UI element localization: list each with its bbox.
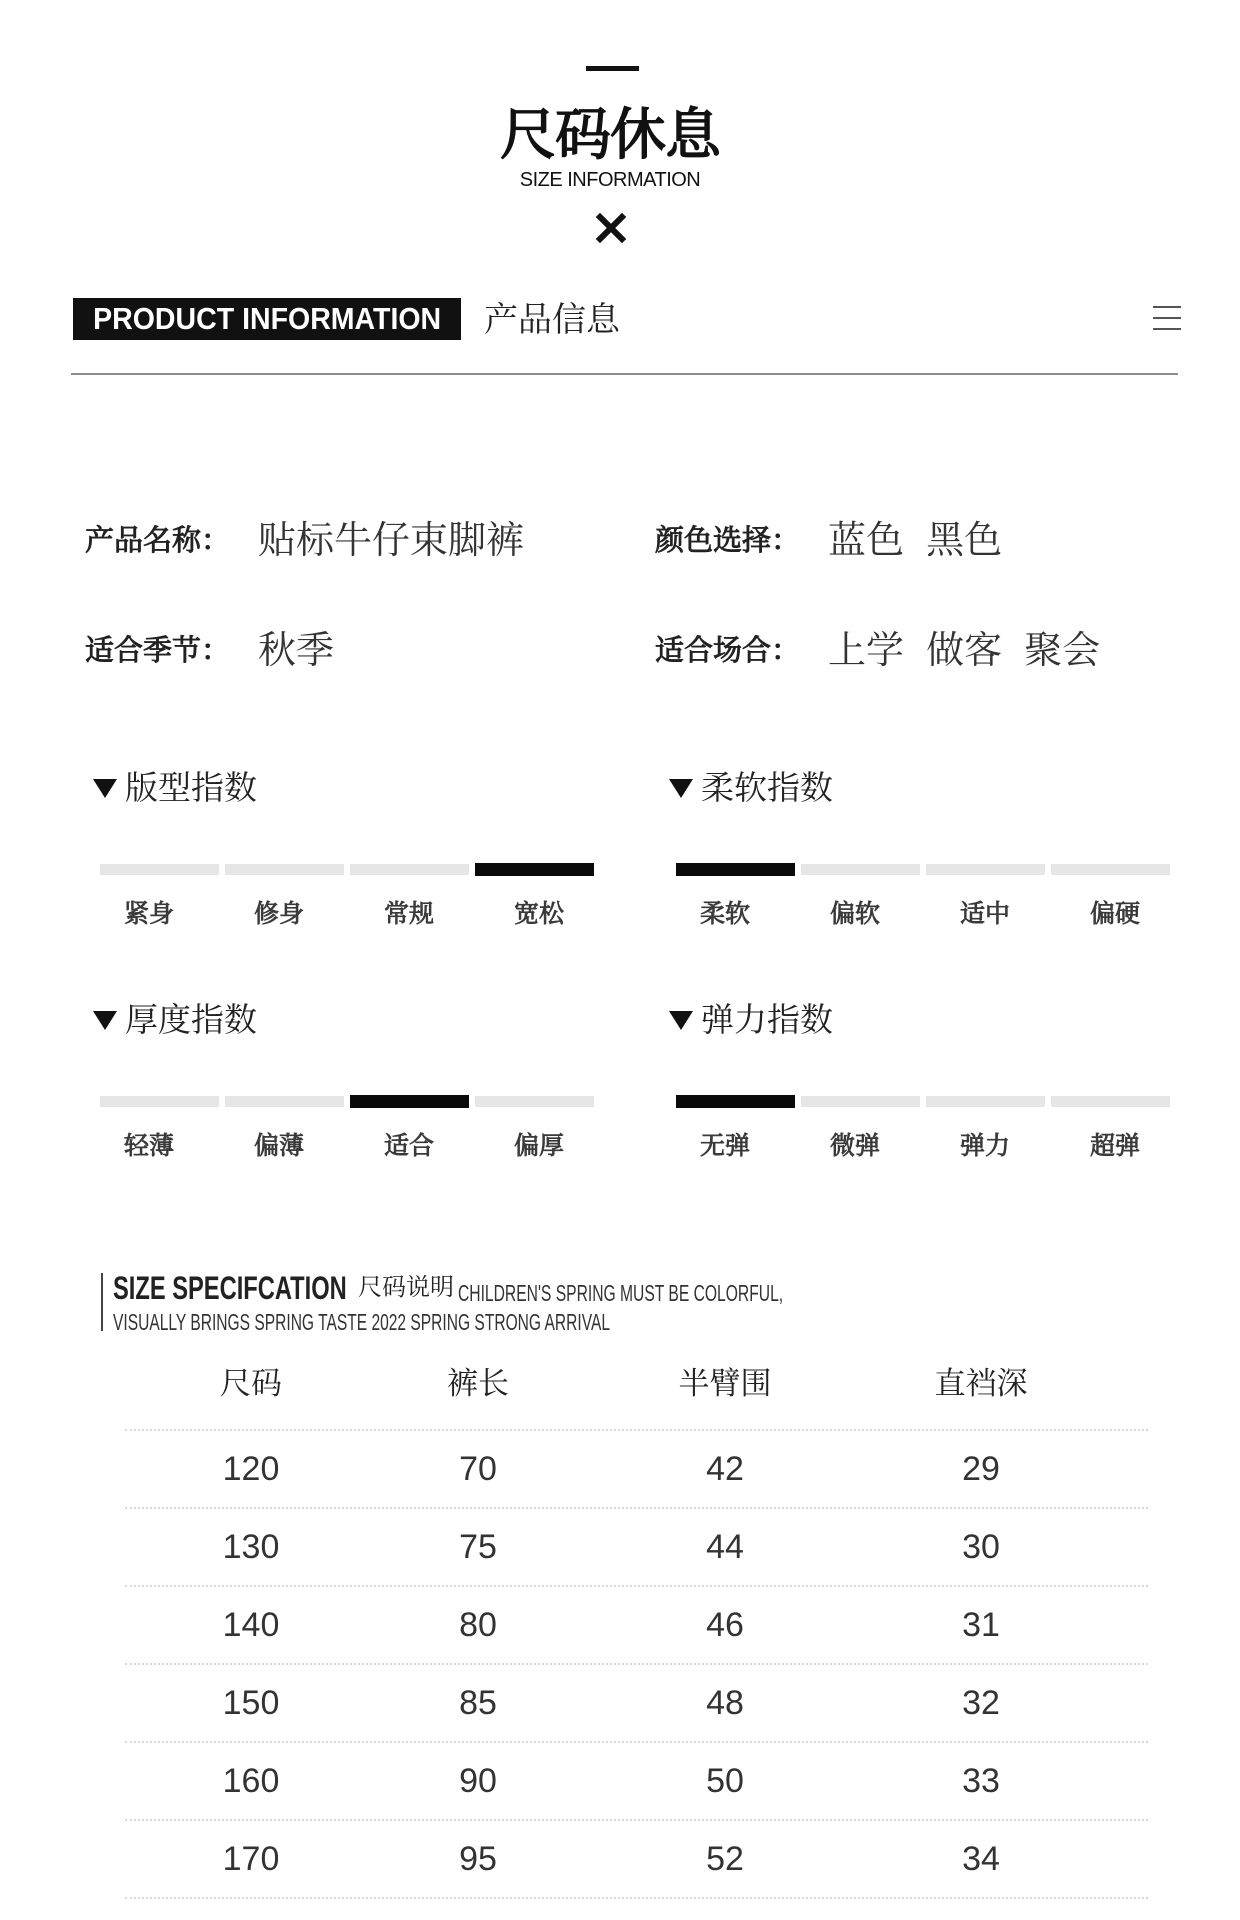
page-subtitle: SIZE INFORMATION [519, 169, 701, 191]
index-option: 宽松 [513, 899, 564, 928]
close-icon [595, 212, 627, 244]
table-cell: 130 [222, 1528, 280, 1566]
index-option: 轻薄 [123, 1131, 174, 1160]
index-option: 超弹 [1089, 1131, 1140, 1160]
size-table [125, 1344, 1148, 1899]
index-option: 柔软 [699, 899, 750, 928]
table-row [125, 1429, 1148, 1507]
table-cell: 75 [459, 1528, 497, 1566]
info-value: 上学 做客 聚会 [828, 628, 1101, 672]
table-cell: 95 [459, 1840, 497, 1878]
index-segment [475, 1096, 594, 1107]
table-cell: 140 [222, 1606, 280, 1644]
info-label: 适合季节： [85, 633, 231, 667]
column-header: 尺码 [220, 1365, 282, 1402]
table-header-row [125, 1344, 1148, 1429]
info-value: 秋季 [258, 628, 335, 672]
table-cell: 120 [222, 1450, 280, 1488]
index-option: 偏薄 [253, 1131, 304, 1160]
index-title [669, 768, 833, 807]
spec-title: SIZE SPECIFCATION [113, 1270, 347, 1306]
table-cell: 30 [962, 1528, 1000, 1566]
index-option: 适中 [959, 899, 1010, 928]
table-cell: 33 [962, 1762, 1000, 1800]
table-row [125, 1663, 1148, 1741]
index-options [660, 899, 1180, 929]
table-cell: 160 [222, 1762, 280, 1800]
top-dash-decoration [586, 66, 639, 71]
index-option: 偏硬 [1089, 899, 1140, 928]
spec-tagline: CHILDREN'S SPRING MUST BE COLORFUL, [458, 1280, 784, 1306]
fit-index [100, 768, 600, 931]
caret-down-icon [93, 1011, 117, 1030]
info-label: 适合场合： [655, 633, 801, 667]
index-option: 修身 [253, 899, 304, 928]
index-bar [676, 1095, 1170, 1108]
table-cell: 50 [706, 1762, 744, 1800]
info-value: 贴标牛仔束脚裤 [258, 518, 525, 562]
index-segment [100, 864, 219, 875]
info-item-occasion [655, 628, 1100, 672]
spec-title-cn: 尺码说明 [358, 1273, 454, 1301]
table-cell: 85 [459, 1684, 497, 1722]
index-option: 无弹 [699, 1131, 750, 1160]
page-title: 尺码休息 [500, 103, 720, 168]
index-segment [225, 1096, 344, 1107]
caret-down-icon [669, 1011, 693, 1030]
info-item-season [85, 628, 334, 672]
index-options [660, 1131, 1180, 1161]
table-row [125, 1585, 1148, 1663]
index-options [84, 899, 604, 929]
index-title-label: 柔软指数 [701, 768, 833, 807]
softness-index [676, 768, 1176, 931]
index-option: 偏厚 [513, 1131, 564, 1160]
table-cell: 150 [222, 1684, 280, 1722]
info-item-color [655, 518, 1002, 562]
index-option: 偏软 [829, 899, 880, 928]
index-segment [801, 1096, 920, 1107]
caret-down-icon [93, 779, 117, 798]
column-header: 直裆深 [934, 1365, 1028, 1402]
index-bar [100, 1095, 594, 1108]
table-cell: 48 [706, 1684, 744, 1722]
index-option: 紧身 [123, 899, 174, 928]
table-cell: 46 [706, 1606, 744, 1644]
index-title [93, 768, 257, 807]
index-segment [350, 1095, 469, 1108]
index-segment [475, 863, 594, 876]
table-cell: 42 [706, 1450, 744, 1488]
index-segment [225, 864, 344, 875]
index-option: 弹力 [959, 1131, 1010, 1160]
table-cell: 32 [962, 1684, 1000, 1722]
info-item-product-name [85, 518, 524, 562]
index-segment [801, 864, 920, 875]
index-title-label: 弹力指数 [701, 1000, 833, 1039]
index-segment [350, 864, 469, 875]
thickness-index [100, 1000, 600, 1163]
info-label: 颜色选择： [655, 523, 801, 557]
index-title-label: 版型指数 [125, 768, 257, 807]
table-cell: 90 [459, 1762, 497, 1800]
table-row [125, 1819, 1148, 1897]
elasticity-index [676, 1000, 1176, 1163]
info-value: 蓝色 黑色 [828, 518, 1003, 562]
info-label: 产品名称： [85, 523, 231, 557]
table-cell: 170 [222, 1840, 280, 1878]
table-cell: 80 [459, 1606, 497, 1644]
caret-down-icon [669, 779, 693, 798]
index-option: 适合 [383, 1131, 434, 1160]
table-body [125, 1429, 1148, 1899]
index-segment [676, 1095, 795, 1108]
index-option: 微弹 [829, 1131, 880, 1160]
spec-tagline: VISUALLY BRINGS SPRING TASTE 2022 SPRING STRONG ARRIVAL [113, 1309, 610, 1335]
section-divider [71, 373, 1178, 375]
badge-label: PRODUCT INFORMATION [92, 301, 442, 336]
table-row [125, 1741, 1148, 1819]
table-cell: 29 [962, 1450, 1000, 1488]
index-bar [100, 863, 594, 876]
section-title: 产品信息 [484, 300, 620, 340]
index-title [669, 1000, 833, 1039]
table-row [125, 1507, 1148, 1585]
product-information-badge [73, 298, 461, 340]
column-header: 裤长 [447, 1365, 509, 1402]
index-segment [926, 864, 1045, 875]
table-cell: 31 [962, 1606, 1000, 1644]
index-segment [676, 863, 795, 876]
index-title-label: 厚度指数 [125, 1000, 257, 1039]
table-cell: 70 [459, 1450, 497, 1488]
index-segment [1051, 864, 1170, 875]
menu-icon [1152, 304, 1182, 332]
index-option: 常规 [383, 899, 434, 928]
table-cell: 44 [706, 1528, 744, 1566]
index-options [84, 1131, 604, 1161]
index-segment [926, 1096, 1045, 1107]
index-segment [100, 1096, 219, 1107]
table-cell: 34 [962, 1840, 1000, 1878]
index-title [93, 1000, 257, 1039]
spec-accent-bar [101, 1273, 103, 1331]
index-bar [676, 863, 1170, 876]
table-cell: 52 [706, 1840, 744, 1878]
index-segment [1051, 1096, 1170, 1107]
column-header: 半臂围 [678, 1365, 772, 1402]
